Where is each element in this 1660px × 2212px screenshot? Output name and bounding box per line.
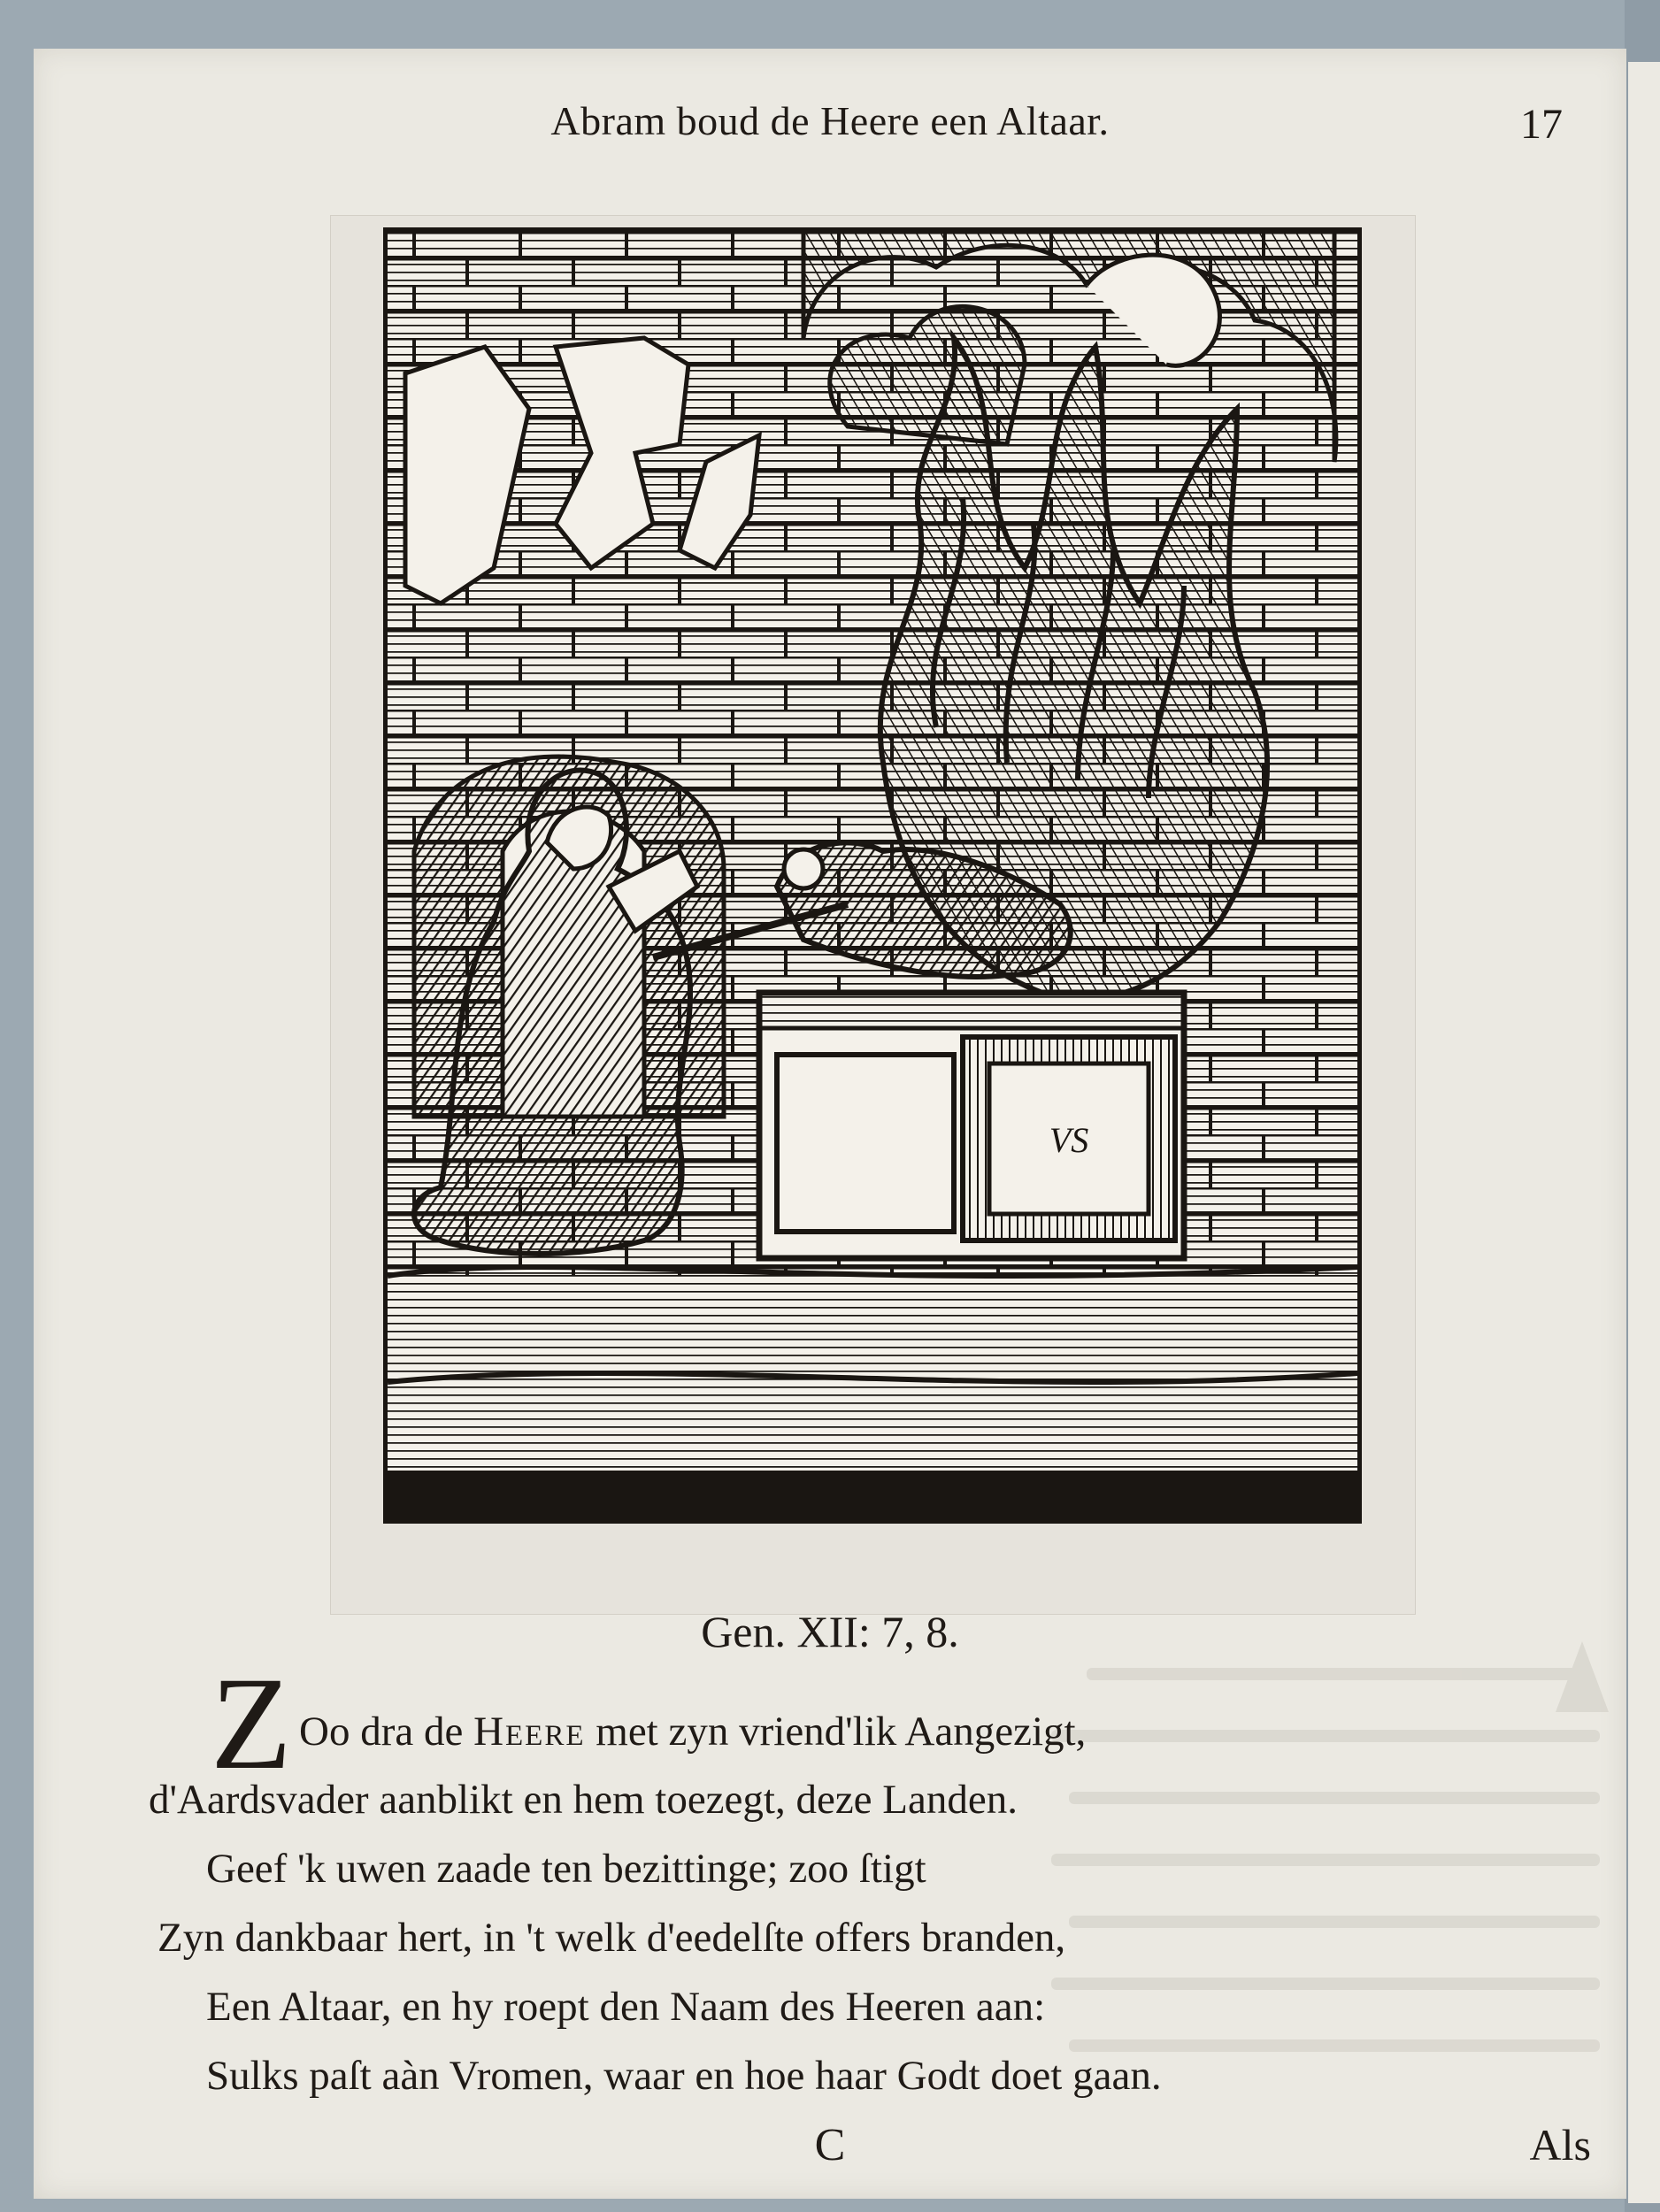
signature-mark: C xyxy=(814,2120,846,2170)
verse-heere: Heere xyxy=(473,1709,586,1755)
verse-line-4: Zyn dankbaar hert, in 't welk d'eedelſte offers branden, xyxy=(158,1915,1066,1961)
drop-cap: Z xyxy=(211,1650,292,1797)
verse-line-5: Een Altaar, en hy roept den Naam des Heeren aan: xyxy=(206,1984,1046,2030)
scripture-reference: Gen. XII: 7, 8. xyxy=(701,1607,959,1656)
page-number: 17 xyxy=(1520,101,1563,148)
catchword: Als xyxy=(1529,2120,1591,2170)
artist-monogram: VS xyxy=(1049,1120,1089,1160)
running-head: Abram boud de Heere een Altaar. xyxy=(550,98,1110,143)
verse-line-6: Sulks paſt aàn Vromen, waar en hoe haar Godt doet gaan. xyxy=(206,2053,1162,2099)
verse-line-1-end: met zyn vriend'lik Aangezigt, xyxy=(585,1709,1087,1755)
verse-line-3: Geef 'k uwen zaade ten bezittinge; zoo ſtigt xyxy=(206,1846,926,1892)
verse-line-1 xyxy=(299,1708,1660,1755)
verse-line-1-start: Oo dra de xyxy=(299,1709,474,1755)
woodcut-abram-altar-icon xyxy=(383,227,1362,1524)
verse-line-2: d'Aardsvader aanblikt en hem toezegt, deze Landen. xyxy=(149,1777,1018,1823)
book-page xyxy=(34,49,1626,2199)
